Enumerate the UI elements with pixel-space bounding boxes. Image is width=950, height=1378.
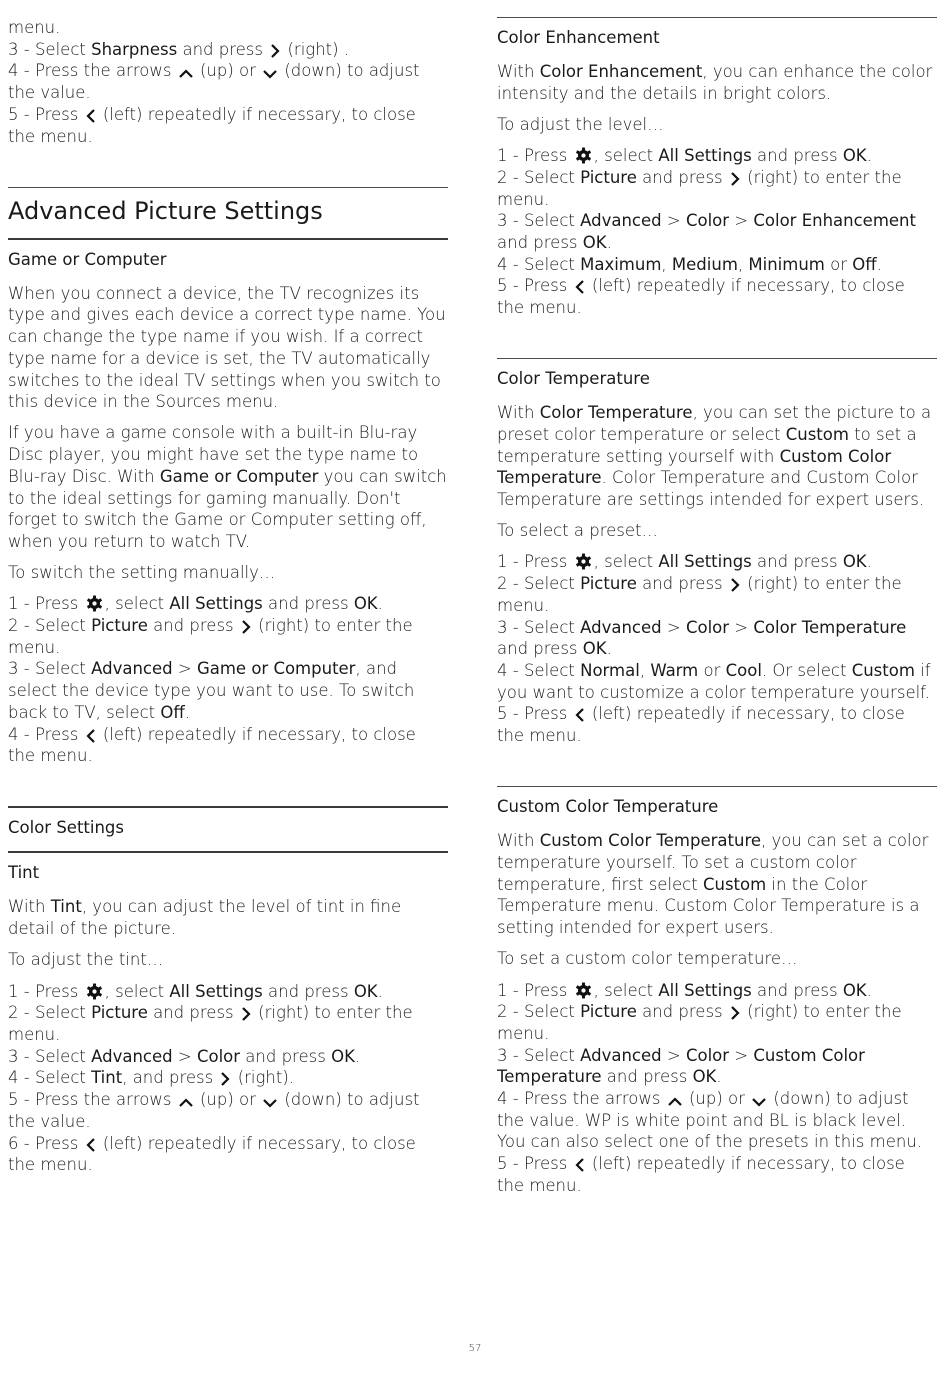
- paragraph: With Tint, you can adjust the level of tint in fine detail of the picture.: [8, 897, 402, 939]
- chevron-right-icon: [241, 620, 251, 634]
- step-4: 4 - Press the arrows (up) or (down) to adjust the value. WP is white point and BL is black level. You can also select one of the presets in this menu.: [497, 1089, 923, 1152]
- chevron-down-icon: [752, 1097, 766, 1107]
- step-3: 3 - Select Advanced > Color > Color Enhancement and press OK.: [497, 211, 916, 252]
- page-number: 57: [468, 1343, 482, 1354]
- paragraph: To adjust the tint…: [8, 950, 164, 970]
- step-1: 1 - Press , select All Settings and press OK.: [8, 981, 383, 1001]
- section-divider: [497, 17, 937, 18]
- section-title: Custom Color Temperature: [497, 797, 719, 817]
- step-4: 4 - Select Normal, Warm or Cool. Or select Custom if you want to customize a color temperature yourself.: [497, 660, 931, 702]
- step-5: 5 - Press the arrows (up) or (down) to adjust the value.: [8, 1090, 420, 1131]
- gear-icon: [575, 147, 592, 164]
- right-column: [497, 17, 937, 1197]
- paragraph: With Color Enhancement, you can enhance the color intensity and the details in bright colors.: [497, 62, 933, 103]
- step-3: 3 - Select Advanced > Color and press OK.: [8, 1046, 361, 1066]
- section-divider: [8, 238, 448, 240]
- step-4: 4 - Select Tint, and press (right).: [8, 1068, 295, 1088]
- paragraph: With Color Temperature, you can set the picture to a preset color temperature or select Custom to set a temperature setting yourself with Custom Color Temperature. Color Temperature and Custom Color Temperature are settings intended for expert users.: [497, 403, 932, 510]
- chevron-right-icon: [270, 44, 280, 58]
- step-1: 1 - Press , select All Settings and press OK.: [8, 594, 383, 614]
- step-2: 2 - Select Picture and press (right) to enter the menu.: [497, 167, 902, 209]
- section-divider: [497, 786, 937, 787]
- chevron-left-icon: [575, 1158, 585, 1172]
- chevron-down-icon: [263, 69, 277, 79]
- step-3: 3 - Select Sharpness and press (right) .: [8, 39, 350, 59]
- step-3: 3 - Select Advanced > Color > Color Temperature and press OK.: [497, 617, 907, 659]
- step-5: 5 - Press (left) repeatedly if necessary, to close the menu.: [497, 704, 905, 746]
- step-5: 5 - Press (left) repeatedly if necessary, to close the menu.: [497, 1154, 905, 1195]
- step-4: 4 - Press (left) repeatedly if necessary, to close the menu.: [8, 724, 416, 766]
- section-divider: [8, 187, 448, 188]
- subsection-title: Game or Computer: [8, 249, 167, 269]
- paragraph: To select a preset…: [497, 521, 659, 541]
- chevron-up-icon: [179, 69, 193, 79]
- section-divider: [8, 806, 448, 808]
- chevron-left-icon: [575, 280, 585, 294]
- chevron-right-icon: [241, 1007, 251, 1021]
- paragraph: To set a custom color temperature…: [497, 949, 798, 969]
- step-2: 2 - Select Picture and press (right) to enter the menu.: [497, 1002, 902, 1043]
- left-column: [8, 17, 448, 1176]
- step-3: 3 - Select Advanced > Color > Custom Color Temperature and press OK.: [497, 1045, 865, 1087]
- section-divider: [497, 358, 937, 359]
- chevron-right-icon: [730, 172, 740, 186]
- continued-text: menu.: [8, 18, 61, 37]
- paragraph: When you connect a device, the TV recognizes its type and gives each device a correct type name. You can change the type name if you wish. If a correct type name for a device is set, the TV automatically switches to the ideal TV settings when you switch to this device in the Sources menu.: [8, 283, 446, 412]
- chevron-right-icon: [730, 578, 740, 592]
- step-1: 1 - Press , select All Settings and press OK.: [497, 980, 872, 1000]
- chevron-right-icon: [730, 1006, 740, 1020]
- chevron-left-icon: [86, 109, 96, 123]
- step-6: 6 - Press (left) repeatedly if necessary, to close the menu.: [8, 1133, 416, 1175]
- gear-icon: [575, 553, 592, 570]
- step-4: 4 - Select Maximum, Medium, Minimum or Off.: [497, 254, 882, 274]
- paragraph: To switch the setting manually…: [8, 563, 276, 583]
- chevron-left-icon: [86, 1138, 96, 1152]
- chevron-left-icon: [86, 729, 96, 743]
- section-title: Color Enhancement: [497, 28, 660, 47]
- gear-icon: [86, 983, 103, 1000]
- chevron-up-icon: [668, 1097, 682, 1107]
- step-2: 2 - Select Picture and press (right) to enter the menu.: [8, 1003, 413, 1044]
- paragraph: With Custom Color Temperature, you can set a color temperature yourself. To set a custom color temperature, first select Custom in the Color Temperature menu. Custom Color Temperature is a setting intended for expert users.: [497, 831, 929, 938]
- paragraph: If you have a game console with a built-in Blu-ray Disc player, you might have set the type name to Blu-ray Disc. With Game or Computer you can switch to the ideal settings for gaming manually. Don't forget to switch the Game or Computer setting off, when you return to watch TV.: [8, 423, 447, 551]
- section-divider: [8, 851, 448, 853]
- chevron-up-icon: [179, 1098, 193, 1108]
- chevron-right-icon: [220, 1072, 230, 1086]
- section-title: Color Settings: [8, 818, 124, 838]
- step-2: 2 - Select Picture and press (right) to enter the menu.: [8, 616, 413, 657]
- gear-icon: [86, 595, 103, 612]
- paragraph: To adjust the level…: [497, 114, 664, 134]
- chevron-left-icon: [575, 708, 585, 722]
- chevron-down-icon: [263, 1098, 277, 1108]
- step-5: 5 - Press (left) repeatedly if necessary, to close the menu.: [8, 104, 416, 146]
- step-4: 4 - Press the arrows (up) or (down) to adjust the value.: [8, 61, 420, 103]
- section-title: Advanced Picture Settings: [8, 196, 323, 225]
- step-1: 1 - Press , select All Settings and press OK.: [497, 146, 872, 166]
- step-3: 3 - Select Advanced > Game or Computer, and select the device type you want to use. To switch back to TV, select Off.: [8, 659, 415, 722]
- step-1: 1 - Press , select All Settings and press OK.: [497, 552, 872, 572]
- step-5: 5 - Press (left) repeatedly if necessary, to close the menu.: [497, 276, 905, 318]
- section-title: Color Temperature: [497, 369, 650, 389]
- subsection-title: Tint: [8, 863, 40, 883]
- step-2: 2 - Select Picture and press (right) to enter the menu.: [497, 574, 902, 615]
- gear-icon: [575, 982, 592, 999]
